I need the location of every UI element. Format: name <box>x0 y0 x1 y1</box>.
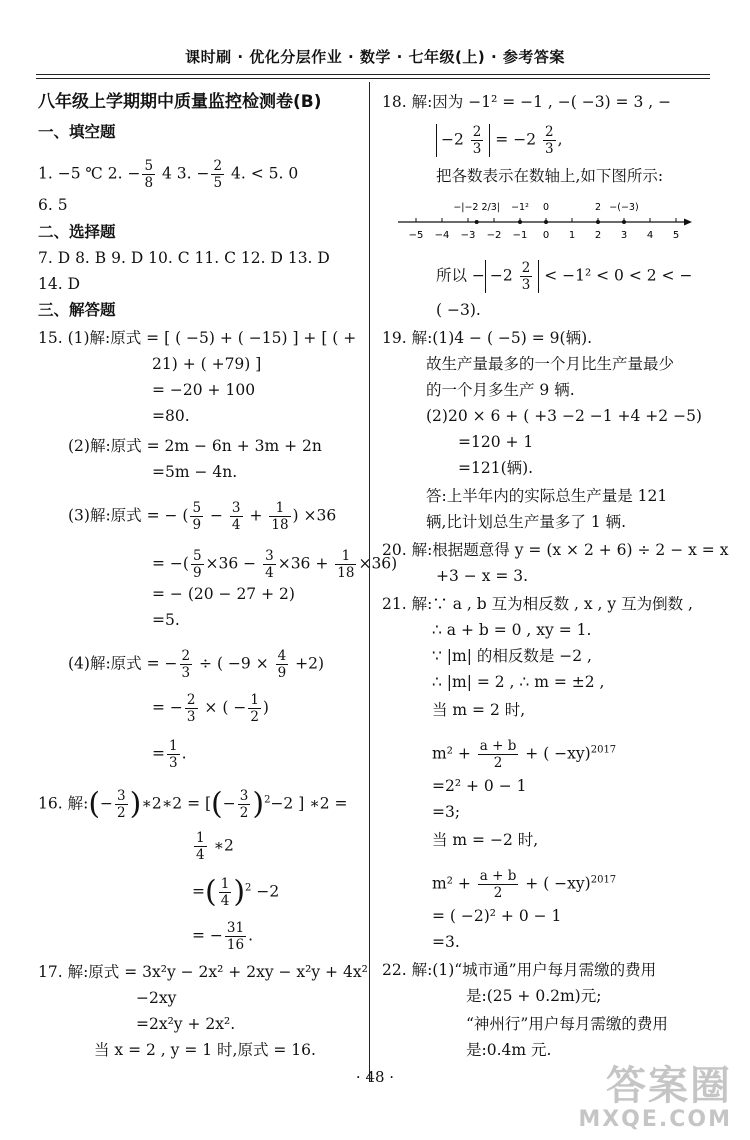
expr-text: −2 <box>489 266 518 285</box>
q21-line11: = ( −2)² + 0 − 1 <box>432 907 562 925</box>
point-label: 2 <box>594 202 602 213</box>
expr-text: = <box>152 744 165 763</box>
fraction <box>190 500 203 533</box>
q15-3-line4: =5. <box>152 611 180 629</box>
number-line-points <box>453 202 638 224</box>
fraction <box>269 500 290 533</box>
q15-1-line2: 21) + ( +79) ] <box>152 355 262 373</box>
q19-line1: 19. 解:(1)4 − ( −5) = 9(辆). <box>382 329 593 347</box>
section-solve: 三、解答题 <box>38 301 116 319</box>
expr-text: − <box>205 506 228 525</box>
numerator: 5 <box>192 548 202 564</box>
q21-line6 <box>432 738 616 771</box>
q22-line2: 是:(25 + 0.2m)元; <box>466 987 602 1005</box>
q18-line3: 把各数表示在数轴上,如下图所示: <box>436 167 664 185</box>
denominator: 3 <box>545 141 554 157</box>
q15-1-line4: =80. <box>152 407 190 425</box>
q22-line3: “神州行”用户每月需缴的费用 <box>466 1015 668 1033</box>
q19-line5: =120 + 1 <box>458 433 534 451</box>
minus-sign: − <box>222 794 236 813</box>
denominator: 2 <box>117 805 126 821</box>
header-rule <box>36 74 710 75</box>
expr-text: + <box>244 506 268 525</box>
fraction <box>115 788 128 821</box>
numerator: a + b <box>479 738 517 754</box>
tick-label: 1 <box>568 230 576 241</box>
q15-4-line2 <box>152 692 269 725</box>
expr-text: ×36 + <box>277 554 334 573</box>
expr-text: m² + <box>432 744 476 763</box>
denominator: 3 <box>186 709 196 725</box>
fraction <box>478 868 519 901</box>
section-fill: 一、填空题 <box>38 123 116 141</box>
expr-text: ) ×36 <box>292 506 337 525</box>
point-marker <box>596 220 600 224</box>
numerator: 1 <box>220 876 230 892</box>
tick-label: −1 <box>512 230 528 241</box>
numerator: 1 <box>169 738 178 754</box>
numerator: 2 <box>545 124 554 140</box>
denominator: 4 <box>196 847 205 863</box>
numerator: 2 <box>213 158 223 174</box>
denominator: 4 <box>265 565 274 581</box>
expr-text: ×36) <box>358 554 398 573</box>
fraction <box>211 158 224 191</box>
point-label: −(−3) <box>609 202 639 213</box>
paren-open: ( <box>211 786 223 822</box>
expr-text: −2 ] ∗2 = <box>270 794 348 813</box>
watermark-url: MXQE.COM <box>578 1107 732 1132</box>
paren-close: ) <box>252 786 265 822</box>
tick-label: −4 <box>434 230 450 241</box>
q16-line4 <box>192 920 253 953</box>
denominator: 3 <box>472 141 482 157</box>
point-marker <box>518 220 522 224</box>
expr-text: = −2 <box>490 130 541 149</box>
q18-line2 <box>436 124 563 157</box>
expr-text: (3)解:原式 = − ( <box>68 506 189 525</box>
numerator: 2 <box>521 260 531 276</box>
numerator: 1 <box>250 692 259 708</box>
watermark-logo <box>578 1064 732 1132</box>
q22-line4: 是:0.4m 元. <box>466 1041 552 1059</box>
q15-3-line2 <box>152 548 397 581</box>
fraction <box>219 876 232 909</box>
numerator: 1 <box>196 830 205 846</box>
denominator: 3 <box>521 277 531 293</box>
denominator: 2 <box>493 755 503 771</box>
fraction <box>185 692 198 725</box>
expr-text: , <box>557 130 563 149</box>
paren-open: ( <box>88 786 101 822</box>
expr-text: = <box>192 882 205 901</box>
denominator: 2 <box>250 709 259 725</box>
denominator: 5 <box>213 175 223 191</box>
numerator: 5 <box>144 158 154 174</box>
tick-label: 5 <box>672 230 680 241</box>
fraction <box>478 738 519 771</box>
q15-1-line3: = −20 + 100 <box>152 381 256 399</box>
fraction <box>248 692 261 725</box>
tick-label: 4 <box>646 230 654 241</box>
expr-text: = − <box>192 926 223 945</box>
q22-line1: 22. 解:(1)“城市通”用户每月需缴的费用 <box>382 961 657 979</box>
fraction <box>263 548 276 581</box>
q15-2-line2: =5m − 4n. <box>152 463 238 481</box>
q20-line1: 20. 解:根据题意得 y = (x × 2 + 6) ÷ 2 − x = x <box>382 541 729 559</box>
point-marker <box>475 220 479 224</box>
q19-line2: 故生产量最多的一个月比生产量最少 <box>426 355 675 373</box>
point-label: 0 <box>542 202 550 213</box>
q19-line4: (2)20 × 6 + ( +3 −2 −1 +4 +2 −5) <box>426 407 702 425</box>
q21-line1: 21. 解:∵ a , b 互为相反数 , x , y 互为倒数 , <box>382 595 693 613</box>
q15-2-line1: (2)解:原式 = 2m − 6n + 3m + 2n <box>68 437 322 455</box>
tick-label: 0 <box>542 230 550 241</box>
exponent: 2 <box>245 882 252 894</box>
section-choice: 二、选择题 <box>38 223 116 241</box>
denominator: 18 <box>337 565 355 581</box>
q21-line12: =3. <box>432 933 460 951</box>
q15-3-line1 <box>68 500 336 533</box>
denominator: 3 <box>169 755 178 771</box>
fraction <box>180 648 193 681</box>
expr-text: + ( −xy) <box>520 874 591 893</box>
expr-text: ∗2∗2 = [ <box>141 794 212 813</box>
numerator: a + b <box>479 868 517 884</box>
number-line-figure <box>396 190 696 246</box>
q19-line7: 答:上半年内的实际总生产量是 121 <box>426 487 668 505</box>
q19-line8: 辆,比计划总生产量多了 1 辆. <box>426 513 627 531</box>
denominator: 2 <box>493 885 503 901</box>
numerator: 5 <box>192 500 202 516</box>
expr-text: m² + <box>432 874 476 893</box>
fraction <box>471 124 484 157</box>
fill-text-c: 4. < 5. 0 <box>226 164 299 183</box>
q21-line7: =2² + 0 − 1 <box>432 777 527 795</box>
numerator: 3 <box>265 548 274 564</box>
expr-text: = − <box>152 698 183 717</box>
fraction <box>194 830 207 863</box>
numerator: 2 <box>472 124 482 140</box>
numerator: 2 <box>186 692 196 708</box>
choice-answers-line1: 7. D 8. B 9. D 10. C 11. C 12. D 13. D <box>38 249 330 267</box>
tick-label: 2 <box>594 230 602 241</box>
fill-text-a: 1. −5 ℃ 2. − <box>38 164 141 183</box>
q19-line6: =121(辆). <box>458 459 534 477</box>
numerator: 31 <box>226 920 245 936</box>
page-number: · 48 · <box>355 1068 395 1086</box>
point-label: −1² <box>511 202 529 213</box>
q21-line4: ∴ |m| = 2 , ∴ m = ±2 , <box>432 673 605 691</box>
column-divider <box>369 82 370 1082</box>
denominator: 9 <box>192 517 202 533</box>
denominator: 9 <box>192 565 202 581</box>
q15-4-line3 <box>152 738 187 771</box>
point-label: −|−2 2/3| <box>453 202 501 213</box>
denominator: 8 <box>144 175 154 191</box>
fraction <box>276 648 289 681</box>
expr-text: + ( −xy) <box>520 744 591 763</box>
point-marker <box>622 220 626 224</box>
fill-answers-line1 <box>38 158 298 191</box>
exponent: 2 <box>264 794 271 806</box>
fraction <box>238 788 251 821</box>
paren-open: ( <box>205 874 217 910</box>
expr-text: ×36 − <box>205 554 262 573</box>
fill-answers-line2: 6. 5 <box>38 196 68 214</box>
q18-line1: 18. 解:因为 −1² = −1 , −( −3) = 3 , − <box>382 93 672 111</box>
page-header: 课时刷 · 优化分层作业 · 数学 · 七年级(上) · 参考答案 <box>185 48 565 66</box>
paren-close: ) <box>233 874 246 910</box>
numerator: 3 <box>117 788 126 804</box>
expr-text: −2 <box>441 130 469 149</box>
denominator: 4 <box>220 893 230 909</box>
denominator: 4 <box>231 517 241 533</box>
expr-text: ∗2 <box>208 836 234 855</box>
q16-line3 <box>192 876 279 909</box>
q17-line4: 当 x = 2 , y = 1 时,原式 = 16. <box>94 1041 316 1059</box>
exam-title: 八年级上学期期中质量监控检测卷(B) <box>38 92 322 112</box>
choice-answers-line2: 14. D <box>38 275 81 293</box>
expr-text: 所以 − <box>436 266 485 285</box>
expr-text: (4)解:原式 = − <box>68 654 178 673</box>
tick-label: −5 <box>408 230 424 241</box>
q18-line4 <box>436 260 692 293</box>
header-rule-thin <box>36 78 710 79</box>
expr-text: . <box>248 926 254 945</box>
expr-text: < −1² < 0 < 2 < − <box>539 266 693 285</box>
q17-line1: 17. 解:原式 = 3x²y − 2x² + 2xy − x²y + 4x² <box>38 963 368 981</box>
exponent: 2017 <box>590 874 617 886</box>
q21-line10 <box>432 868 616 901</box>
q21-line9: 当 m = −2 时, <box>432 831 539 849</box>
q21-line3: ∵ |m| 的相反数是 −2 , <box>432 647 592 665</box>
q20-line2: +3 − x = 3. <box>436 567 529 585</box>
fraction <box>225 920 246 953</box>
expr-text: = −( <box>152 554 189 573</box>
paren-close: ) <box>129 786 142 822</box>
absolute-value <box>436 124 490 157</box>
numerator: 3 <box>231 500 241 516</box>
q15-1-line1: 15. (1)解:原式 = [ ( −5) + ( −15) ] + [ ( + <box>38 329 357 347</box>
q21-line2: ∴ a + b = 0 , xy = 1. <box>432 621 592 639</box>
fraction <box>167 738 180 771</box>
denominator: 2 <box>239 805 249 821</box>
q15-4-line1 <box>68 648 324 681</box>
q16-line1 <box>38 788 348 821</box>
tick-label: 3 <box>620 230 628 241</box>
q17-line3: =2x²y + 2x². <box>136 1015 236 1033</box>
fraction <box>191 548 204 581</box>
denominator: 3 <box>181 665 191 681</box>
arrow-right-icon <box>684 219 692 226</box>
expr-text: ÷ ( −9 × <box>194 654 274 673</box>
numerator: 2 <box>181 648 191 664</box>
q16-line2 <box>192 830 234 863</box>
denominator: 16 <box>226 937 245 953</box>
fraction <box>520 260 533 293</box>
fraction <box>335 548 356 581</box>
tick-label: −3 <box>460 230 476 241</box>
fill-text-b: 4 3. − <box>157 164 210 183</box>
numerator: 1 <box>335 548 356 565</box>
numerator: 4 <box>277 648 287 664</box>
tick-label: −2 <box>486 230 502 241</box>
expr-text: +2) <box>290 654 325 673</box>
expr-text: 16. 解: <box>38 794 89 813</box>
minus-sign: − <box>100 794 114 813</box>
q18-line5: ( −3). <box>436 301 481 319</box>
q15-3-line3: = − (20 − 27 + 2) <box>152 585 295 603</box>
q21-line8: =3; <box>432 803 461 821</box>
q19-line3: 的一个月多生产 9 辆. <box>426 381 575 399</box>
denominator: 9 <box>277 665 287 681</box>
expr-text: −2 <box>251 882 280 901</box>
expr-text: ) <box>262 698 269 717</box>
q17-line2: −2xy <box>136 989 177 1007</box>
absolute-value <box>485 260 539 293</box>
fraction <box>230 500 243 533</box>
fraction <box>142 158 155 191</box>
expr-text: . <box>181 744 187 763</box>
expr-text: × ( − <box>199 698 247 717</box>
fraction <box>543 124 556 157</box>
exponent: 2017 <box>590 744 617 756</box>
denominator: 18 <box>271 517 289 533</box>
watermark-text: 答案圈 <box>606 1063 732 1109</box>
numerator: 3 <box>239 788 249 804</box>
numerator: 1 <box>269 500 290 517</box>
q21-line5: 当 m = 2 时, <box>432 701 526 719</box>
point-marker <box>544 220 548 224</box>
